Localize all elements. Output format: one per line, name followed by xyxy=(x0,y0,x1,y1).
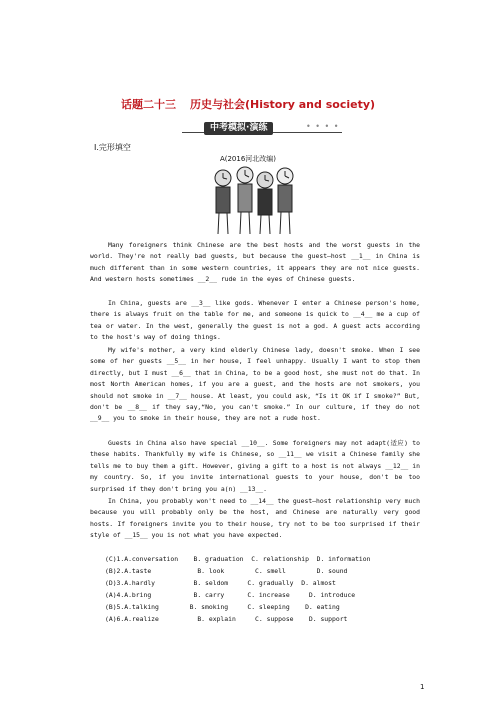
banner-label-part2: 演练 xyxy=(249,123,268,133)
page-title xyxy=(0,96,496,112)
passage-source: A(2016河北改编) xyxy=(219,155,277,163)
topic-title: 历史与社会(History and society) xyxy=(189,98,376,111)
paragraph-1 xyxy=(90,240,420,286)
section-banner xyxy=(182,122,342,136)
option-row-3: (D)3.A.hardly B. seldom C. gradually D. almost xyxy=(105,578,336,587)
option-row-6: (A)6.A.realize B. explain C. suppose D. support xyxy=(105,614,348,623)
banner-label: 中考模拟·演练 xyxy=(204,122,273,135)
paragraph-1-text: Many foreigners think Chinese are the best hosts and the worst guests in the world. They're not really bad guests, but because the guest—host __1__ in China is much different than in some western countries, it appears they are not nice guests. And western hosts sometimes __2__ rude in the eyes of Chinese guests. xyxy=(90,241,420,284)
paragraph-5 xyxy=(90,496,420,542)
banner-label-part1: 中考模拟 xyxy=(210,123,247,133)
paragraph-2-text: In China, guests are __3__ like gods. Whenever I enter a Chinese person's home, there is always fruit on the table for me, and someone is quick to __4__ me a cup of tea or water. In the west, generally the guest is not a god. A guest acts according to the host's way of doing things. xyxy=(90,299,420,342)
paragraph-3 xyxy=(90,345,420,425)
page-number: 1 xyxy=(420,683,425,691)
option-row-4: (A)4.A.bring B. carry C. increase D. introduce xyxy=(105,590,356,599)
section-heading: Ⅰ.完形填空 xyxy=(94,143,131,152)
answer-options xyxy=(105,554,370,625)
banner-dots: • • • • xyxy=(306,122,340,131)
topic-label: 话题二十三 xyxy=(120,98,176,111)
option-row-5: (B)5.A.talking B. smoking C. sleeping D. eating xyxy=(105,602,340,611)
paragraph-2 xyxy=(90,298,420,344)
option-row-1: (C)1.A.conversation B. graduation C. relationship D. information xyxy=(105,555,371,563)
paragraph-5-text: In China, you probably won't need to __14__ the guest—host relationship very much because you will probably only be the host, and Chinese are naturally very good hosts. If foreigners invite you to their house, try not to be too surprised if their style of __15__ you is not what you have expected. xyxy=(90,497,420,540)
paragraph-4-text: Guests in China also have special __10__. Some foreigners may not adapt(适应) to these habits. Thankfully my wife is Chinese, so __11__ we visit a Chinese family she tells me to buy them a gift. However, giving a gift to a host is not always __12__ in my country. So, if you invite international guests to your house, don't be too surprised if they don't bring you a(n) __13__. xyxy=(90,439,420,493)
paragraph-4 xyxy=(90,438,420,495)
people-clock-heads-illustration xyxy=(207,164,299,236)
paragraph-3-text: My wife's mother, a very kind elderly Chinese lady, doesn't smoke. When I see some of her guests __5__ in her house, I feel unhappy. Usually I want to stop them directly, but I must __6__ that in China, to be a good host, she must not do that. In most North American homes, if you are a guest, and the hosts are not smokers, you should not smoke in __7__ house. At least, you could ask, “Is it OK if I smoke?” But, don't be __8__ if they say,“No, you can't smoke.” In our culture, if they do not __9__ you to smoke in their house, they are not a rude host. xyxy=(90,346,420,423)
option-row-2: (B)2.A.taste B. look C. smell D. sound xyxy=(105,566,348,575)
